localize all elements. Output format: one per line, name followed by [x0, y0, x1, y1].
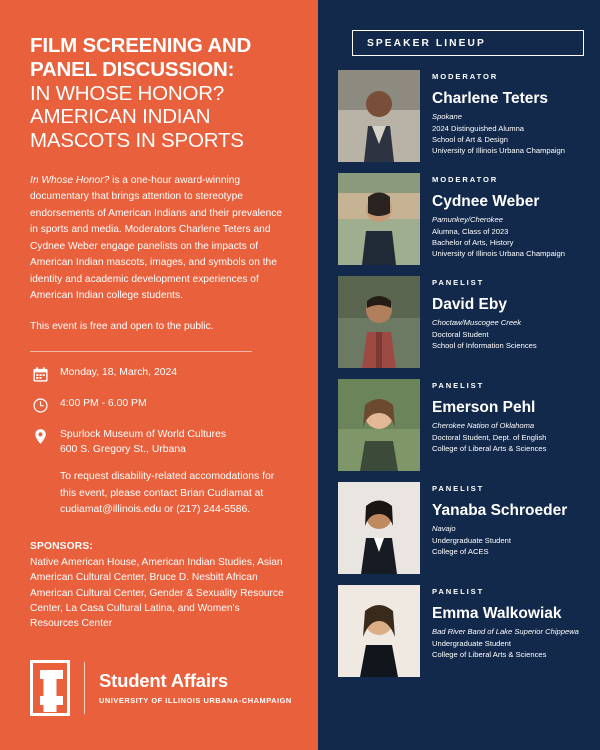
event-time: 4:00 PM - 6.00 PM — [60, 398, 147, 410]
speaker-detail: Doctoral Student — [432, 329, 489, 339]
footer-title: Student Affairs — [99, 670, 228, 692]
venue-address: 600 S. Gregory St., Urbana — [60, 444, 186, 456]
speaker-name: Emerson Pehl — [432, 399, 536, 416]
speaker-name: David Eby — [432, 296, 507, 313]
speaker-affiliation: Pamunkey/Cherokee — [432, 214, 503, 224]
speaker-info — [420, 70, 565, 162]
sponsors-heading: SPONSORS: — [30, 540, 93, 552]
event-time-row — [30, 395, 292, 415]
speaker-name: Emma Walkowiak — [432, 605, 562, 622]
calendar-icon — [30, 364, 50, 384]
speaker-info — [420, 585, 579, 677]
list-item — [338, 482, 582, 574]
footer-logo-block — [30, 660, 292, 716]
footer-subtitle: UNIVERSITY OF ILLINOIS URBANA-CHAMPAIGN — [99, 695, 292, 705]
speaker-detail: College of Liberal Arts & Sciences — [432, 649, 547, 659]
speaker-detail: University of Illinois Urbana Champaign — [432, 145, 565, 155]
speaker-role: PANELIST — [432, 587, 485, 596]
speaker-detail: Alumna, Class of 2023 — [432, 226, 509, 236]
event-date-row — [30, 364, 292, 384]
speaker-detail: Doctoral Student, Dept. of English — [432, 432, 547, 442]
speaker-role: MODERATOR — [432, 72, 499, 81]
logo-divider — [84, 662, 85, 714]
accessibility-note: To request disability-related accomodations for this event, please contact Brian Cudiamat at cudiamat@illinois.edu or (217) 244-5586. — [60, 471, 275, 516]
title-line-3: MASCOTS IN SPORTS — [30, 129, 244, 153]
event-venue — [60, 426, 226, 458]
speaker-detail: Undergraduate Student — [432, 535, 511, 545]
poster-right-panel — [318, 0, 600, 750]
page-title — [30, 34, 292, 153]
speaker-detail: College of Liberal Arts & Sciences — [432, 443, 547, 453]
speaker-info — [420, 379, 546, 471]
film-title-italic: In Whose Honor? — [30, 174, 110, 186]
speaker-info — [420, 173, 565, 265]
speaker-name: Yanaba Schroeder — [432, 502, 568, 519]
speaker-affiliation: Choctaw/Muscogee Creek — [432, 317, 522, 327]
avatar — [338, 585, 420, 677]
block-i-logo-icon — [30, 660, 70, 716]
speaker-affiliation: Navajo — [432, 523, 456, 533]
speaker-role: MODERATOR — [432, 175, 499, 184]
description-text: is a one-hour award-winning documentary that brings attention to stereotype endorsements of American Indians and their prevalence in sports and media. Moderators Charlene Teters and Cydnee Weber engage panelists on the impacts of American Indian mascots, images, and symbols on the identity and academic development experiences of American Indian college students. — [30, 174, 283, 302]
title-line-1: IN WHOSE HONOR? — [30, 81, 225, 105]
speaker-lineup-label: SPEAKER LINEUP — [367, 37, 486, 49]
event-date: Monday, 18, March, 2024 — [60, 367, 178, 379]
avatar — [338, 276, 420, 368]
speaker-info — [420, 482, 567, 574]
speaker-lineup-header — [352, 30, 584, 56]
list-item — [338, 585, 582, 677]
speaker-name: Charlene Teters — [432, 90, 549, 107]
avatar — [338, 173, 420, 265]
speaker-info — [420, 276, 537, 368]
description-paragraph — [30, 173, 292, 305]
list-item — [338, 173, 582, 265]
divider — [30, 351, 252, 352]
speaker-detail: University of Illinois Urbana Champaign — [432, 248, 565, 258]
speaker-detail: School of Art & Design — [432, 134, 508, 144]
speaker-role: PANELIST — [432, 278, 485, 287]
speaker-affiliation: Cherokee Nation of Oklahoma — [432, 420, 535, 430]
avatar — [338, 379, 420, 471]
avatar — [338, 482, 420, 574]
clock-icon — [30, 395, 50, 415]
event-location-row — [30, 426, 292, 458]
speaker-role: PANELIST — [432, 381, 485, 390]
speaker-affiliation: Spokane — [432, 111, 462, 121]
title-line-2: AMERICAN INDIAN — [30, 105, 211, 129]
speaker-name: Cydnee Weber — [432, 193, 540, 210]
free-admission-note: This event is free and open to the public. — [30, 320, 214, 332]
speaker-detail: Undergraduate Student — [432, 638, 511, 648]
sponsors-list: Native American House, American Indian Studies, Asian American Cultural Center, Bruce D. Nesbitt African American Cultural Center, Gender & Sexuality Resource Center, La Casa Cultural Latina, and Women's Resources Center — [30, 556, 284, 630]
speaker-detail: Bachelor of Arts, History — [432, 237, 514, 247]
speaker-detail: School of Information Sciences — [432, 340, 537, 350]
map-pin-icon — [30, 426, 50, 446]
list-item — [338, 70, 582, 162]
speaker-affiliation: Bad River Band of Lake Superior Chippewa — [432, 626, 579, 636]
venue-name: Spurlock Museum of World Cultures — [60, 429, 227, 441]
speaker-role: PANELIST — [432, 484, 485, 493]
avatar — [338, 70, 420, 162]
list-item — [338, 379, 582, 471]
title-line-bold: FILM SCREENING AND PANEL DISCUSSION: — [30, 34, 252, 81]
speaker-detail: 2024 Distinguished Alumna — [432, 123, 525, 133]
footer-text — [99, 671, 292, 704]
list-item — [338, 276, 582, 368]
speaker-detail: College of ACES — [432, 546, 489, 556]
